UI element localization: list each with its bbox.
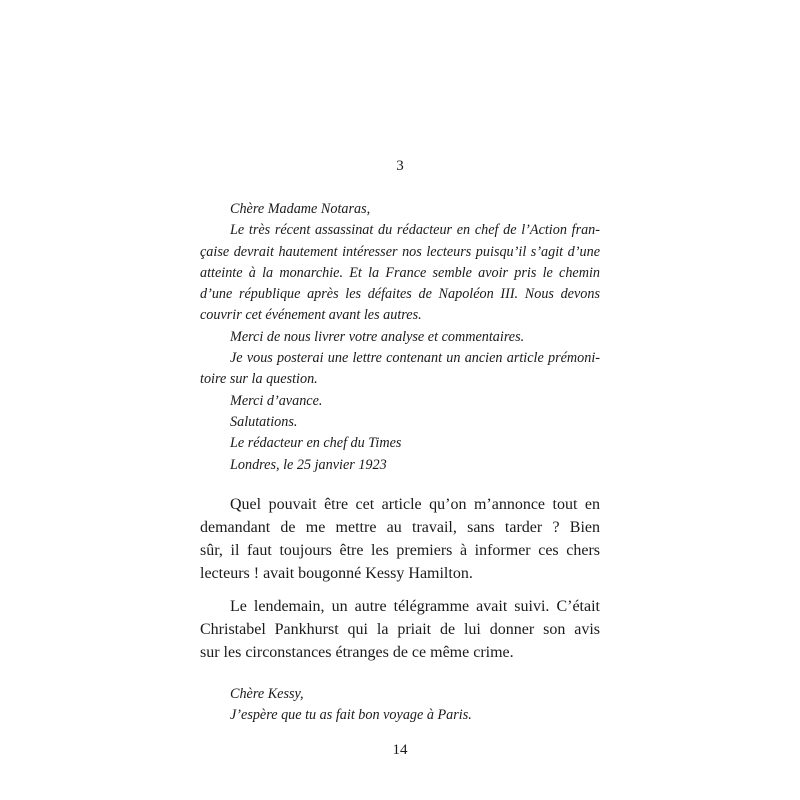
letter-signature: Le rédacteur en chef du Times — [230, 435, 402, 452]
paragraph-line: demandant de me mettre au travail, sans tarder ? Bien — [200, 519, 600, 536]
letter-post-line: toire sur la question. — [200, 371, 318, 388]
letter2-line: J’espère que tu as fait bon voyage à Paris. — [230, 707, 472, 724]
letter-salutation: Chère Madame Notaras, — [230, 201, 371, 217]
letter-merci: Merci d’avance. — [230, 392, 323, 409]
letter-kessy — [230, 684, 472, 727]
letter-body-line: çaise devrait hautement intéresser nos lecteurs puisqu’il s’agit d’une — [200, 243, 600, 260]
paragraph-line: lecteurs ! avait bougonné Kessy Hamilton. — [200, 565, 473, 582]
paragraph-line: sur les circonstances étranges de ce même crime. — [200, 644, 514, 661]
letter-times — [200, 199, 600, 476]
paragraph-line: Quel pouvait être cet article qu’on m’annonce tout en — [230, 496, 600, 513]
letter-thanks: Merci de nous livrer votre analyse et commentaires. — [230, 328, 525, 345]
page-number: 14 — [392, 742, 408, 758]
letter-body-line: Le très récent assassinat du rédacteur en chef de l’Action fran- — [230, 222, 600, 239]
letter-place-date: Londres, le 25 janvier 1923 — [230, 456, 387, 473]
chapter-number: 3 — [396, 158, 404, 174]
paragraph-1 — [200, 493, 600, 585]
paragraph-line: sûr, il faut toujours être les premiers à informer ces chers — [200, 542, 600, 559]
paragraph-line: Christabel Pankhurst qui la priait de lui donner son avis — [200, 621, 600, 638]
letter-body-line: couvrir cet événement avant les autres. — [200, 307, 422, 324]
letter-body-line: atteinte à la monarchie. Et la France semble avoir pris le chemin — [200, 264, 600, 281]
letter-body-line: d’une république après les défaites de Napoléon III. Nous devons — [200, 286, 600, 303]
paragraph-2 — [200, 595, 600, 664]
letter2-salutation: Chère Kessy, — [230, 686, 304, 702]
paragraph-line: Le lendemain, un autre télégramme avait suivi. C’était — [230, 598, 600, 615]
letter-post-line: Je vous posterai une lettre contenant un ancien article prémoni- — [230, 350, 600, 367]
letter-salutations: Salutations. — [230, 413, 298, 430]
